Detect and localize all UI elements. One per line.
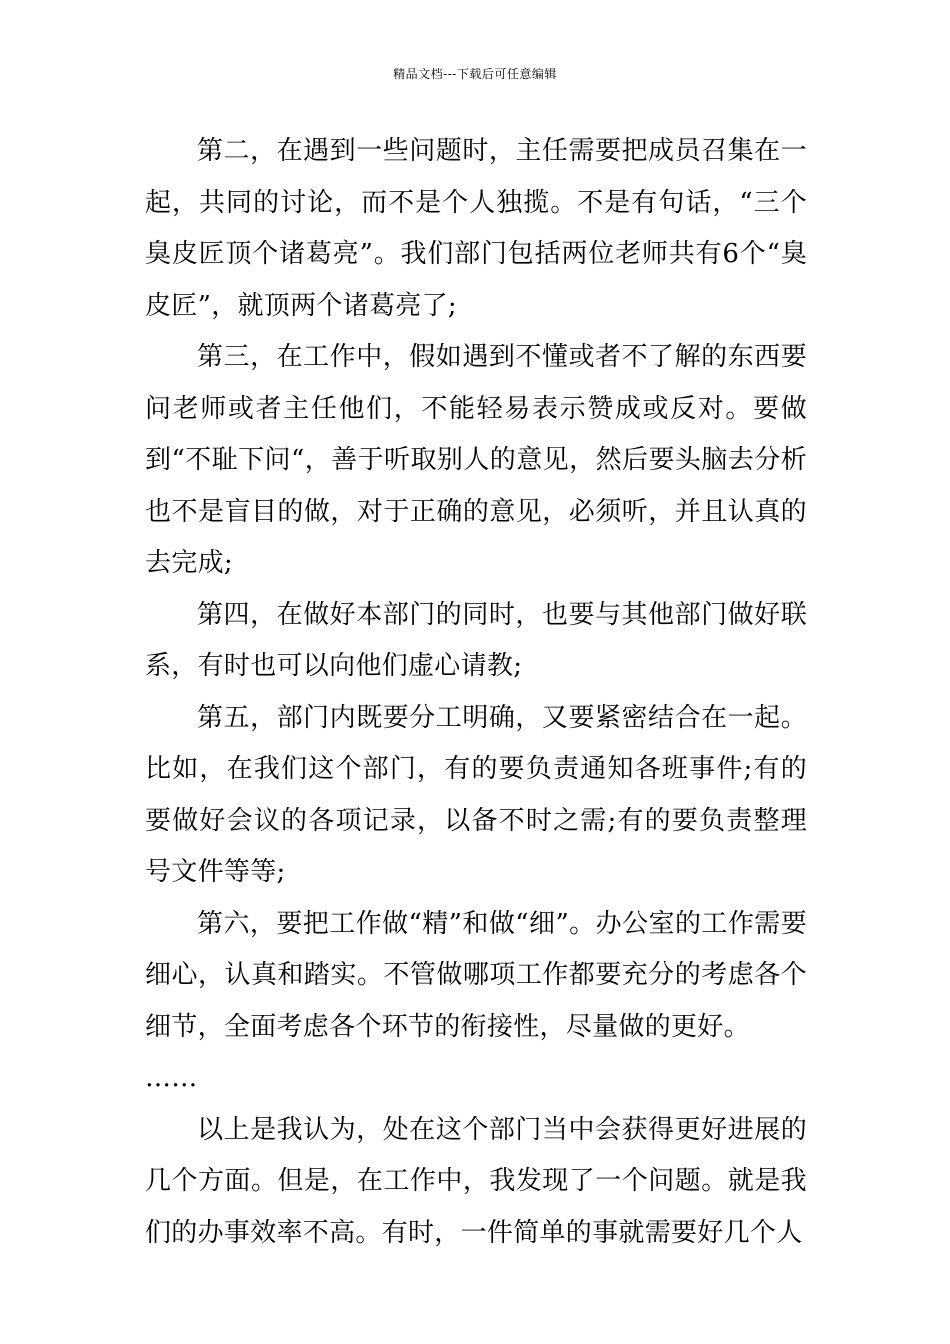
paragraph-sixth-point: 第六，要把工作做“精”和做“细”。办公室的工作需要细心，认真和踏实。不管做哪项工作都要充分的考虑各个细节，全面考虑各个环节的衔接性，尽量做的更好。 [145, 908, 807, 1042]
paragraph-fourth-point: 第四，在做好本部门的同时，也要与其他部门做好联系，有时也可以向他们虚心请教; [145, 599, 807, 681]
paragraph-fifth-point: 第五，部门内既要分工明确，又要紧密结合在一起。比如，在我们这个部门，有的要负责通知各班事件;有的要做好会议的各项记录，以备不时之需;有的要负责整理号文件等等; [145, 702, 807, 887]
document-body [145, 126, 807, 1259]
ellipsis-line: …… [145, 1063, 198, 1093]
page-header: 精品文档---下载后可任意编辑 [393, 67, 557, 81]
paragraph-summary: 以上是我认为，处在这个部门当中会获得更好进展的几个方面。但是，在工作中，我发现了一个问题。就是我们的办事效率不高。有时，一件简单的事就需要好几个人 [145, 1114, 807, 1248]
paragraph-third-point: 第三，在工作中，假如遇到不懂或者不了解的东西要问老师或者主任他们，不能轻易表示赞成或反对。要做到“不耻下问“，善于听取别人的意见，然后要头脑去分析也不是盲目的做，对于正确的意见，必须听，并且认真的去完成; [145, 342, 807, 578]
paragraph-second-point: 第二，在遇到一些问题时，主任需要把成员召集在一起，共同的讨论，而不是个人独揽。不是有句话，“三个臭皮匠顶个诸葛亮”。我们部门包括两位老师共有6个“臭皮匠”，就顶两个诸葛亮了; [145, 136, 807, 321]
